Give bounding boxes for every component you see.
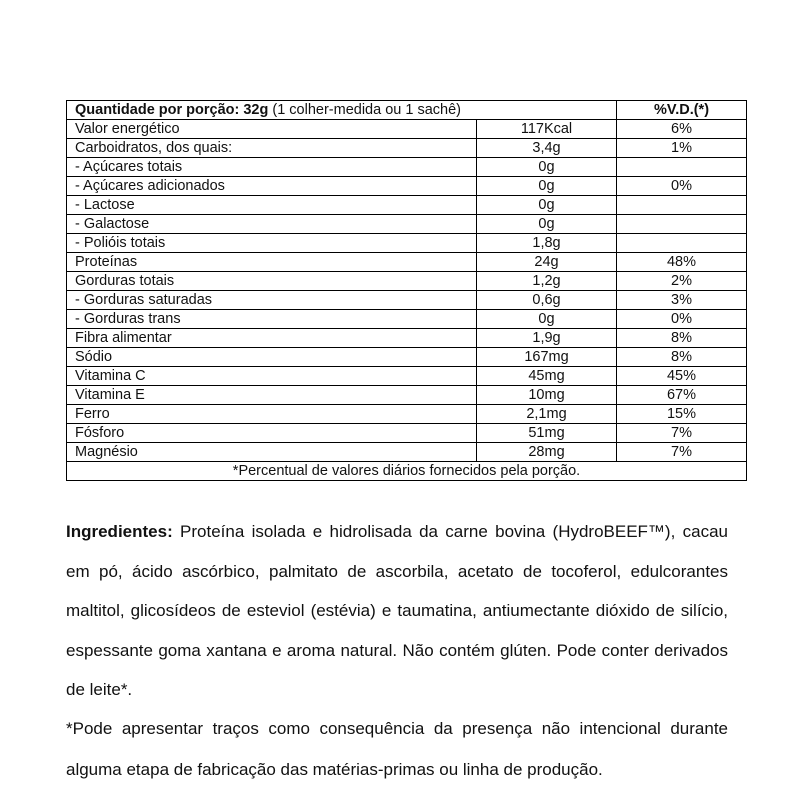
table-row xyxy=(67,215,747,234)
nutrient-vd: 67% xyxy=(617,386,747,405)
nutrient-name: Magnésio xyxy=(67,443,477,462)
table-row xyxy=(67,158,747,177)
table-row xyxy=(67,272,747,291)
nutrient-vd: 2% xyxy=(617,272,747,291)
nutrient-name: - Açúcares adicionados xyxy=(67,177,477,196)
portion-detail: (1 colher-medida ou 1 sachê) xyxy=(268,102,461,118)
nutrient-name: Gorduras totais xyxy=(67,272,477,291)
table-row xyxy=(67,234,747,253)
nutrient-amount: 28mg xyxy=(477,443,617,462)
table-row xyxy=(67,139,747,158)
nutrient-amount: 1,9g xyxy=(477,329,617,348)
table-row xyxy=(67,329,747,348)
nutrient-vd: 7% xyxy=(617,443,747,462)
nutrient-vd: 0% xyxy=(617,177,747,196)
nutrient-name: Vitamina C xyxy=(67,367,477,386)
nutrition-rows xyxy=(67,120,747,462)
nutrient-vd: 15% xyxy=(617,405,747,424)
nutrient-vd: 8% xyxy=(617,329,747,348)
nutrient-name: Vitamina E xyxy=(67,386,477,405)
table-row xyxy=(67,310,747,329)
nutrient-name: Sódio xyxy=(67,348,477,367)
nutrient-amount: 10mg xyxy=(477,386,617,405)
nutrient-amount: 117Kcal xyxy=(477,120,617,139)
nutrient-name: - Galactose xyxy=(67,215,477,234)
nutrient-amount: 3,4g xyxy=(477,139,617,158)
nutrition-table xyxy=(66,100,747,481)
table-row xyxy=(67,196,747,215)
vd-header: %V.D.(*) xyxy=(617,101,747,120)
table-row xyxy=(67,177,747,196)
nutrient-amount: 0g xyxy=(477,158,617,177)
footnote-row xyxy=(67,462,747,481)
nutrient-amount: 0g xyxy=(477,215,617,234)
nutrient-vd: 8% xyxy=(617,348,747,367)
nutrient-vd xyxy=(617,196,747,215)
table-row xyxy=(67,120,747,139)
ingredients-text: Proteína isolada e hidrolisada da carne bovina (HydroBEEF™), cacau em pó, ácido ascórbico, palmitato de ascorbila, acetato de tocoferol, edulcorantes maltitol, glicosídeos de esteviol (estévia) e taumatina, antiumectante dióxido de silício, espessante goma xantana e aroma natural. Não contém glúten. Pode conter derivados de leite*. xyxy=(66,522,728,700)
nutrient-name: Valor energético xyxy=(67,120,477,139)
table-row xyxy=(67,348,747,367)
nutrient-amount: 0,6g xyxy=(477,291,617,310)
nutrient-amount: 1,2g xyxy=(477,272,617,291)
nutrient-name: - Lactose xyxy=(67,196,477,215)
nutrient-vd xyxy=(617,158,747,177)
table-header-row xyxy=(67,101,747,120)
portion-label: Quantidade por porção: 32g xyxy=(75,102,269,118)
table-row xyxy=(67,253,747,272)
nutrient-vd: 1% xyxy=(617,139,747,158)
nutrient-amount: 0g xyxy=(477,177,617,196)
nutrient-vd: 6% xyxy=(617,120,747,139)
nutrient-amount: 0g xyxy=(477,310,617,329)
nutrient-amount: 24g xyxy=(477,253,617,272)
nutrient-name: - Gorduras trans xyxy=(67,310,477,329)
nutrient-name: Fósforo xyxy=(67,424,477,443)
table-footnote: *Percentual de valores diários fornecidos pela porção. xyxy=(67,462,747,481)
nutrient-vd xyxy=(617,234,747,253)
nutrient-amount: 0g xyxy=(477,196,617,215)
table-row xyxy=(67,405,747,424)
nutrient-name: Carboidratos, dos quais: xyxy=(67,139,477,158)
nutrient-vd: 3% xyxy=(617,291,747,310)
nutrient-amount: 51mg xyxy=(477,424,617,443)
nutrient-amount: 2,1mg xyxy=(477,405,617,424)
table-row xyxy=(67,424,747,443)
table-row xyxy=(67,367,747,386)
nutrient-amount: 1,8g xyxy=(477,234,617,253)
allergen-note: *Pode apresentar traços como consequência da presença não intencional durante alguma etapa de fabricação das matérias-primas ou linha de produção. xyxy=(66,719,728,779)
nutrient-name: Proteínas xyxy=(67,253,477,272)
nutrient-name: - Gorduras saturadas xyxy=(67,291,477,310)
table-row xyxy=(67,443,747,462)
ingredients-label: Ingredientes: xyxy=(66,522,173,541)
ingredients-paragraph xyxy=(66,512,728,710)
nutrient-name: Fibra alimentar xyxy=(67,329,477,348)
nutrient-vd: 45% xyxy=(617,367,747,386)
nutrient-name: - Açúcares totais xyxy=(67,158,477,177)
nutrient-vd: 0% xyxy=(617,310,747,329)
nutrient-vd: 48% xyxy=(617,253,747,272)
nutrient-amount: 167mg xyxy=(477,348,617,367)
nutrient-name: Ferro xyxy=(67,405,477,424)
portion-header xyxy=(67,101,617,120)
nutrient-name: - Polióis totais xyxy=(67,234,477,253)
table-row xyxy=(67,386,747,405)
nutrient-vd xyxy=(617,215,747,234)
nutrient-vd: 7% xyxy=(617,424,747,443)
nutrient-amount: 45mg xyxy=(477,367,617,386)
table-row xyxy=(67,291,747,310)
